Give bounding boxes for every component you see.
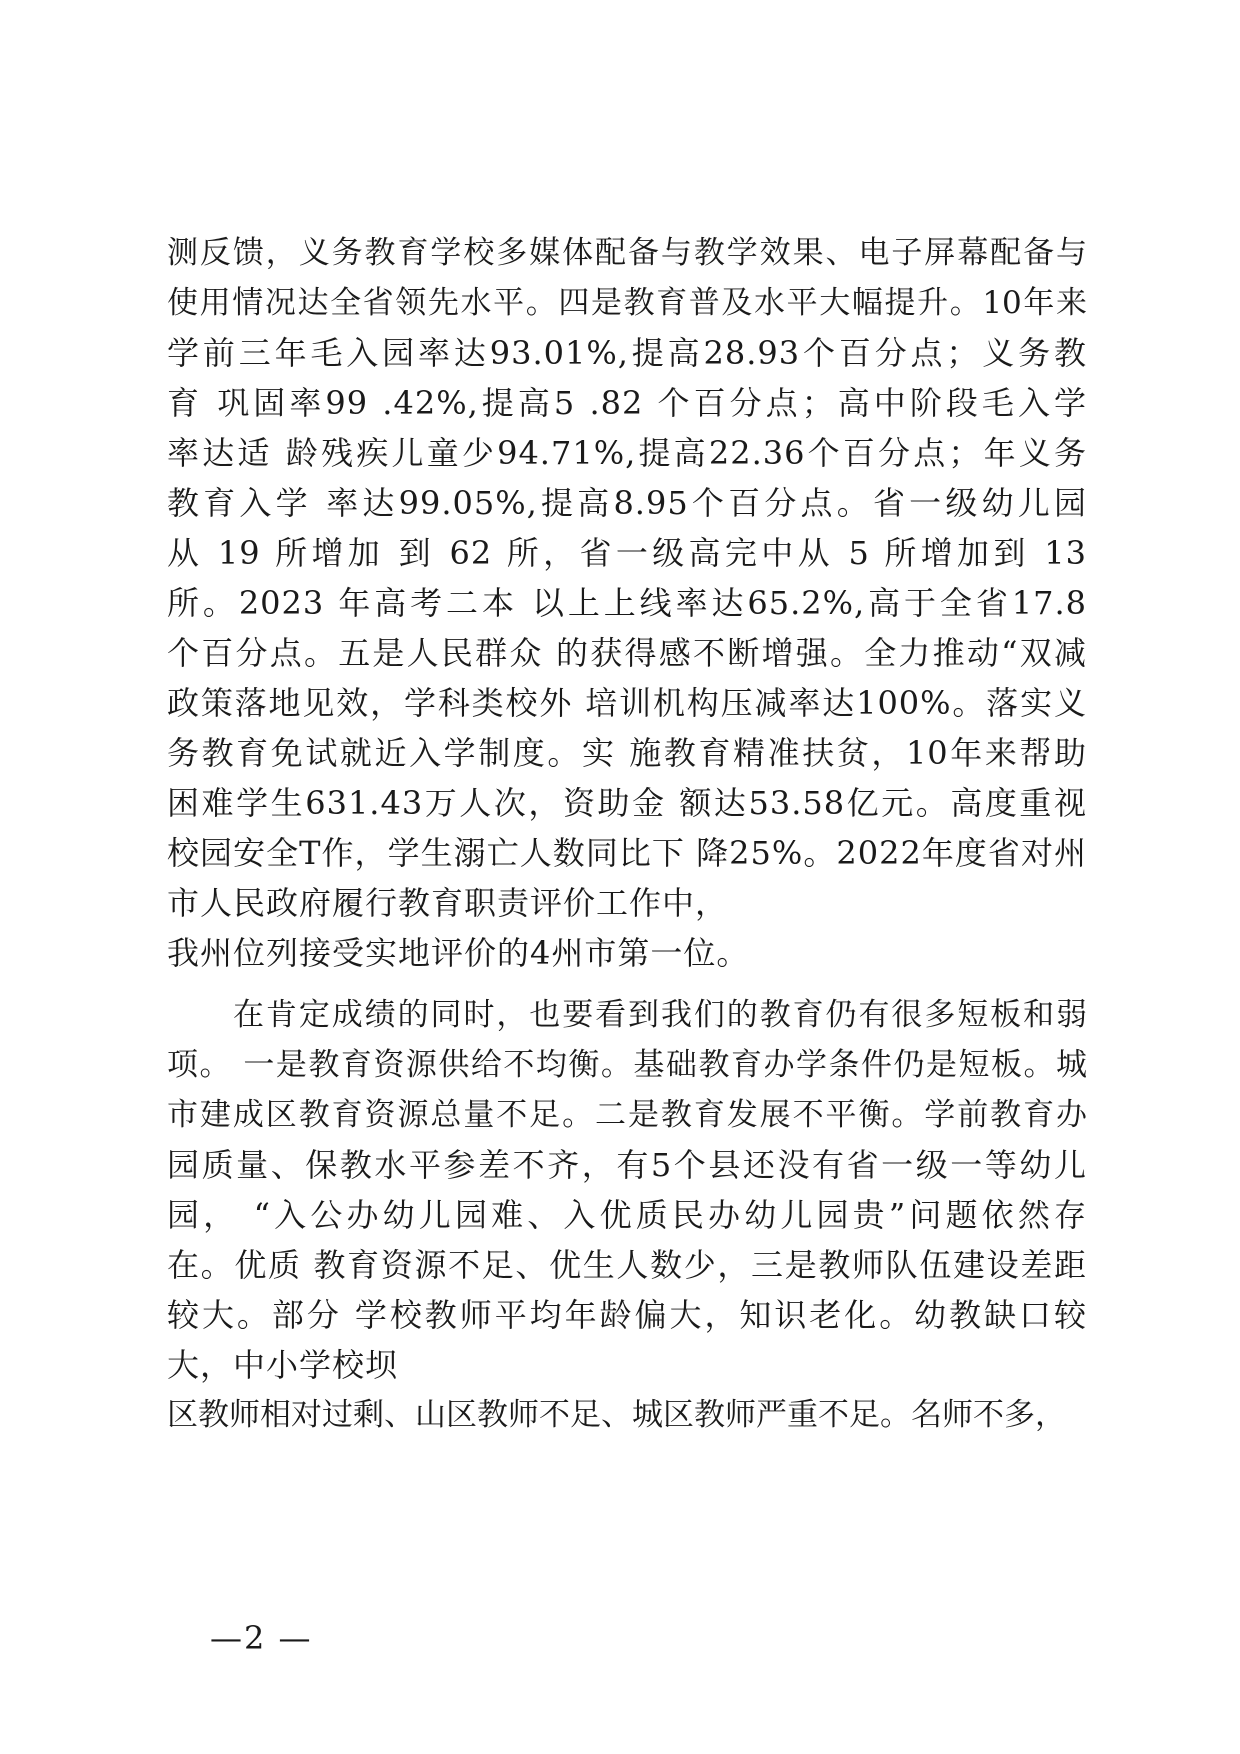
text-line: 在。优质 教育资源不足、优生人数少，三是教师队伍建设差距 <box>167 1246 1087 1284</box>
text-line: 测反馈，义务教育学校多媒体配备与教学效果、电子屏幕配备与 <box>167 235 1087 271</box>
text-line: 政策落地见效，学科类校外 培训机构压减率达100%。落实义 <box>167 684 1087 722</box>
text-line: 区教师相对过剩、山区教师不足、城区教师严重不足。名师不多， <box>167 1397 1066 1433</box>
text-line: 项。 一是教育资源供给不均衡。基础教育办学条件仍是短板。城 <box>167 1047 1087 1083</box>
text-line: 大，中小学校坝 <box>167 1346 399 1384</box>
text-line: 率达适 龄残疾儿童少94.71%,提高22.36个百分点；年义务 <box>167 434 1087 472</box>
paragraph-achievements <box>167 228 1087 978</box>
text-line: 在肯定成绩的同时，也要看到我们的教育仍有很多短板和弱 <box>233 997 1087 1033</box>
page-number: —2 — <box>210 1619 313 1657</box>
text-line: 我州位列接受实地评价的4州市第一位。 <box>167 934 750 972</box>
text-line: 市人民政府履行教育职责评价工作中， <box>167 884 729 922</box>
text-line: 所。2023 年高考二本 以上上线率达65.2%,高于全省17.8 <box>167 584 1087 622</box>
paragraph-shortcomings <box>167 990 1087 1440</box>
text-line: 使用情况达全省领先水平。四是教育普及水平大幅提升。10年来 <box>167 285 1087 321</box>
text-line: 务教育免试就近入学制度。实 施教育精准扶贫，10年来帮助 <box>167 734 1087 772</box>
text-line: 市建成区教育资源总量不足。二是教育发展不平衡。学前教育办 <box>167 1097 1087 1133</box>
text-line: 育 巩固率99 .42%,提高5 .82 个百分点；高中阶段毛入学 <box>167 384 1087 422</box>
text-line: 从 19 所增加 到 62 所，省一级高完中从 5 所增加到 13 <box>167 534 1087 572</box>
text-line: 园质量、保教水平参差不齐，有5个县还没有省一级一等幼儿 <box>167 1146 1087 1184</box>
text-line: 困难学生631.43万人次，资助金 额达53.58亿元。高度重视 <box>167 784 1087 822</box>
text-line: 园， “入公办幼儿园难、入优质民办幼儿园贵”问题依然存 <box>167 1196 1087 1234</box>
text-line: 较大。部分 学校教师平均年龄偏大，知识老化。幼教缺口较 <box>167 1296 1087 1334</box>
text-line: 校园安全T作，学生溺亡人数同比下 降25%。2022年度省对州 <box>167 834 1087 872</box>
text-line: 学前三年毛入园率达93.01%,提高28.93个百分点；义务教 <box>167 334 1087 372</box>
text-line: 个百分点。五是人民群众 的获得感不断增强。全力推动“双减 <box>167 634 1087 672</box>
text-line: 教育入学 率达99.05%,提高8.95个百分点。省一级幼儿园 <box>167 484 1087 522</box>
